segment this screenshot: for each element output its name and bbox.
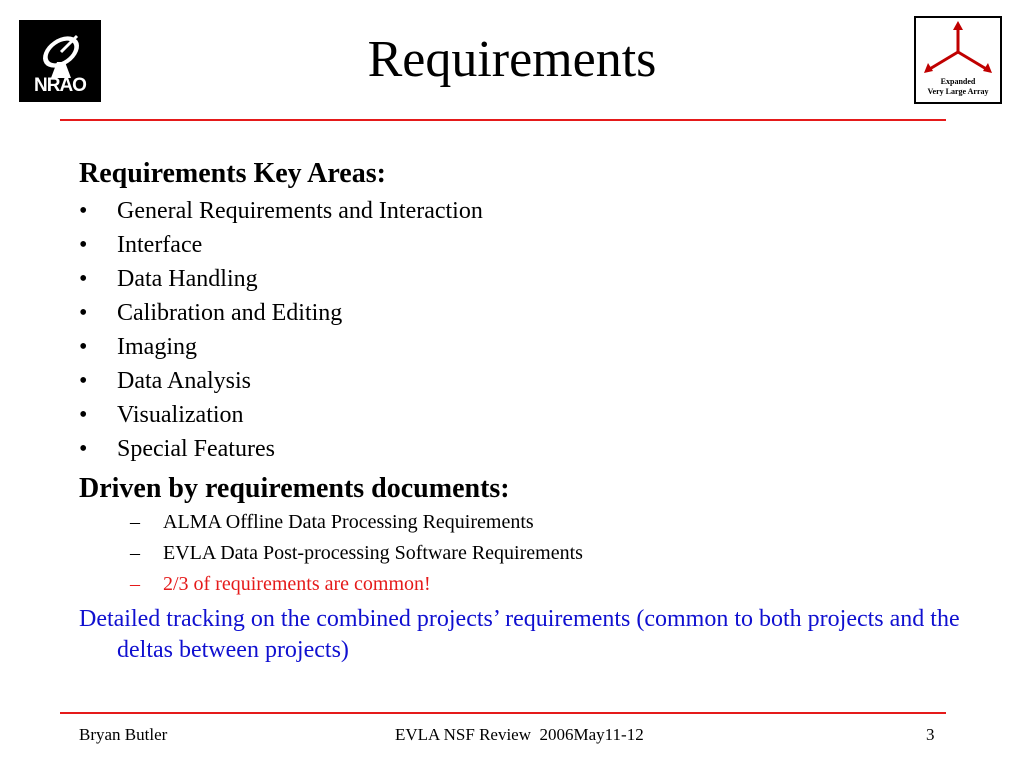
bottom-divider (60, 712, 946, 714)
tracking-note: Detailed tracking on the combined projects’ requirements (common to both projects and the deltas between projects) (79, 606, 960, 663)
bullet-icon: • (79, 436, 88, 462)
sub-list-item-label: EVLA Data Post-processing Software Requirements (163, 542, 583, 564)
bullet-icon: • (79, 402, 88, 428)
bullet-icon: • (79, 334, 88, 360)
bullet-icon: • (79, 198, 88, 224)
dash-icon: – (130, 542, 140, 564)
list-item-label: Visualization (117, 402, 244, 428)
list-item-label: Calibration and Editing (117, 300, 343, 326)
dash-icon: – (130, 511, 140, 533)
list-item-label: Special Features (117, 436, 275, 462)
evla-logo-line1: Expanded (940, 77, 976, 86)
bullet-icon: • (79, 300, 88, 326)
driven-heading: Driven by requirements documents: (79, 473, 510, 504)
bullet-icon: • (79, 232, 88, 258)
slide-title: Requirements (367, 31, 657, 88)
slide-number: 3 (926, 725, 935, 744)
sub-list-item-label: 2/3 of requirements are common! (163, 573, 431, 595)
dash-icon: – (130, 573, 140, 595)
footer-author: Bryan Butler (79, 725, 168, 744)
bullet-icon: • (79, 368, 88, 394)
footer-event: EVLA NSF Review 2006May11-12 (395, 725, 644, 744)
evla-logo-line2: Very Large Array (927, 87, 989, 96)
list-item-label: Imaging (117, 334, 197, 360)
list-item-label: Data Analysis (117, 368, 251, 394)
top-divider (60, 119, 946, 121)
list-item-label: Interface (117, 232, 203, 258)
sub-list-item-label: ALMA Offline Data Processing Requirements (163, 511, 534, 533)
list-item-label: General Requirements and Interaction (117, 198, 483, 224)
list-item-label: Data Handling (117, 266, 258, 292)
nrao-logo-text: NRAO (34, 75, 86, 96)
bullet-icon: • (79, 266, 88, 292)
key-areas-heading: Requirements Key Areas: (79, 158, 386, 189)
